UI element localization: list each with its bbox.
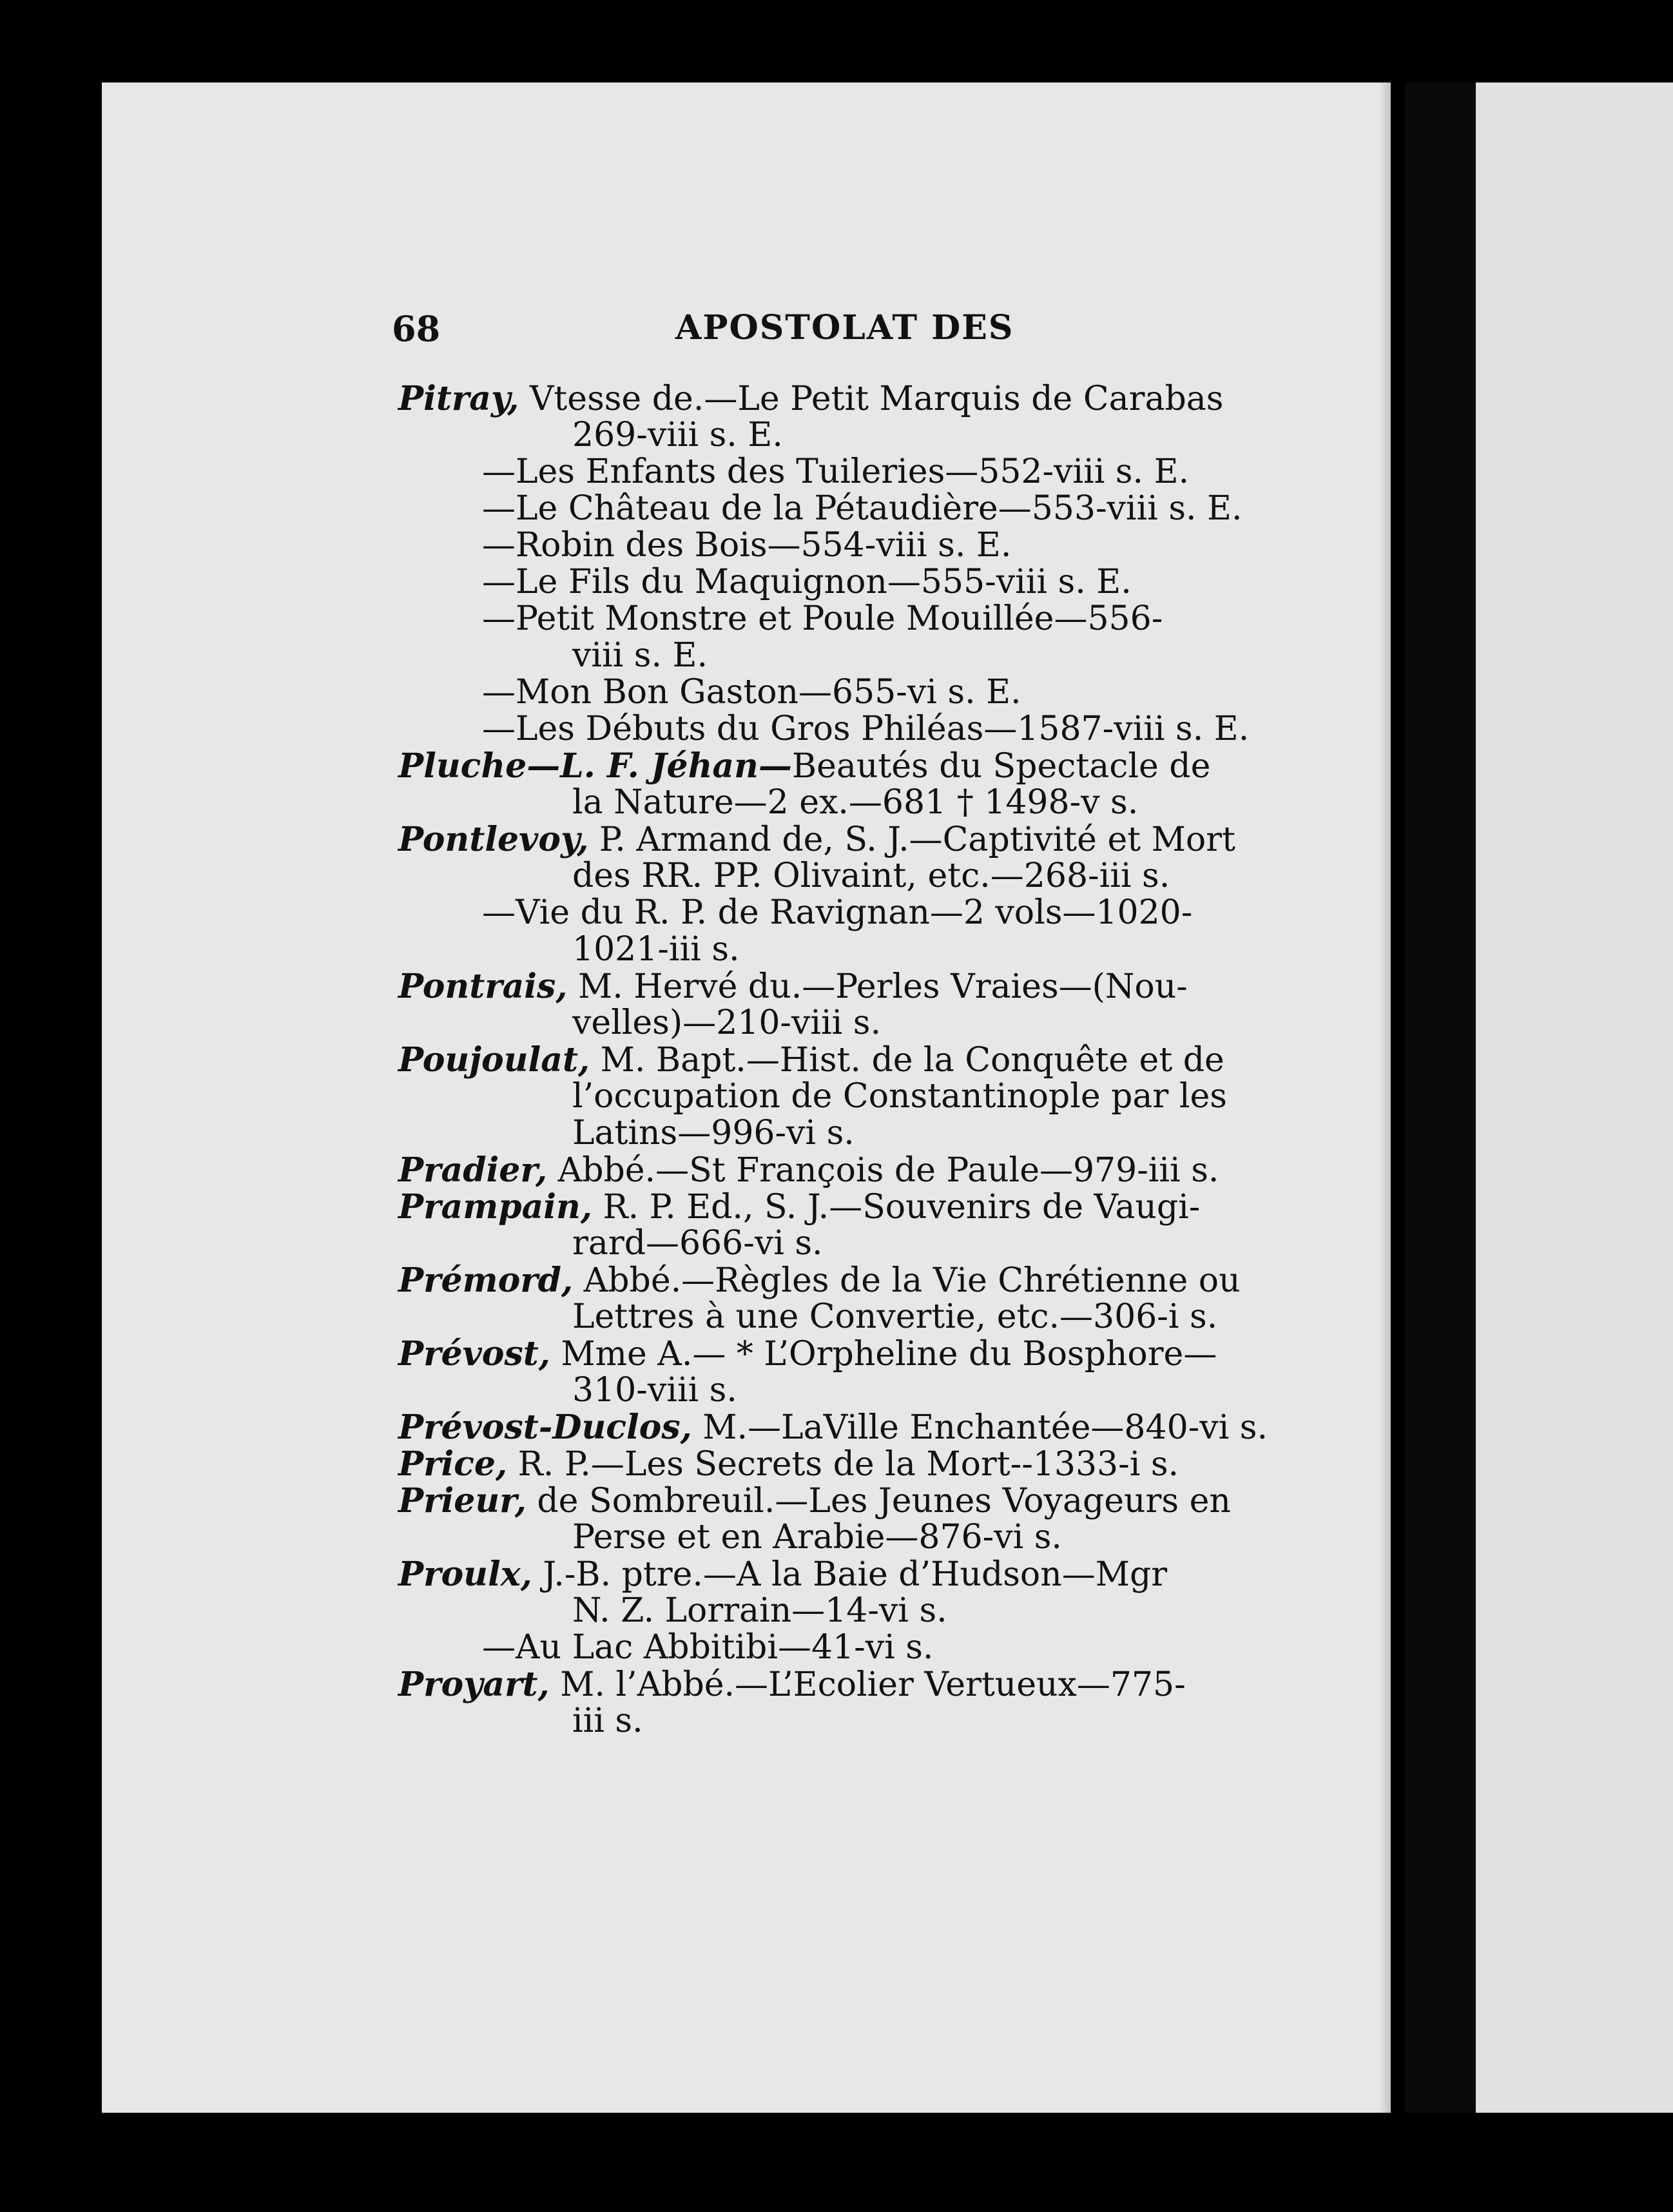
entry-line bbox=[392, 1005, 1346, 1042]
entry-text: viii s. E. bbox=[572, 636, 708, 675]
author-name: Proulx, bbox=[398, 1555, 532, 1594]
entry-line bbox=[392, 858, 1346, 895]
author-name: Poujoulat, bbox=[398, 1040, 590, 1080]
entry-line bbox=[392, 1446, 1346, 1482]
entry-text: Abbé.—St François de Paule—979-iii s. bbox=[547, 1151, 1219, 1190]
bibliography-list bbox=[392, 380, 1346, 1740]
entry-text: R. P.—Les Secrets de la Mort--1333-i s. bbox=[507, 1445, 1179, 1484]
entry-line bbox=[392, 601, 1346, 637]
author-name: Pradier, bbox=[398, 1150, 548, 1190]
entry-line bbox=[392, 417, 1346, 454]
entry-text: Latins—996-vi s. bbox=[572, 1114, 855, 1152]
entry-line bbox=[392, 784, 1346, 821]
entry-text: 1021-iii s. bbox=[572, 930, 740, 969]
author-name: Proyart, bbox=[398, 1665, 550, 1704]
entry-text: Vtesse de.—Le Petit Marquis de Carabas bbox=[519, 380, 1224, 418]
author-name: Prévost, bbox=[398, 1334, 550, 1373]
entry-line bbox=[392, 1629, 1346, 1666]
entry-text: rard—666-vi s. bbox=[572, 1224, 823, 1263]
page-header bbox=[392, 308, 1359, 353]
entry-text: —Le Château de la Pétaudière—553-viii s. E. bbox=[482, 489, 1243, 528]
entry-text: —Le Fils du Maquignon—555-viii s. E. bbox=[482, 563, 1132, 601]
facing-page bbox=[1476, 82, 1673, 2113]
entry-line bbox=[392, 454, 1346, 490]
entry-line bbox=[392, 821, 1346, 858]
entry-text: M.—LaVille Enchantée—840-vi s. bbox=[691, 1408, 1268, 1447]
entry-line bbox=[392, 1409, 1346, 1446]
author-name: Pontrais, bbox=[398, 967, 568, 1006]
entry-line bbox=[392, 968, 1346, 1005]
author-name: Pitray, bbox=[398, 379, 519, 418]
entry-line bbox=[392, 1703, 1346, 1740]
entry-line bbox=[392, 931, 1346, 968]
entry-text: —Les Débuts du Gros Philéas—1587-viii s. E. bbox=[482, 710, 1250, 748]
page-number: 68 bbox=[392, 308, 441, 349]
entry-line bbox=[392, 637, 1346, 674]
entry-line bbox=[392, 895, 1346, 931]
entry-text: la Nature—2 ex.—681 † 1498-v s. bbox=[572, 783, 1139, 822]
entry-text: Mme A.— * L’Orpheline du Bosphore— bbox=[550, 1335, 1217, 1373]
entry-text: P. Armand de, S. J.—Captivité et Mort bbox=[588, 820, 1235, 859]
entry-line bbox=[392, 1262, 1346, 1299]
entry-text: iii s. bbox=[572, 1702, 643, 1740]
entry-line bbox=[392, 564, 1346, 601]
entry-line bbox=[392, 674, 1346, 711]
entry-line bbox=[392, 527, 1346, 564]
author-name: Prampain, bbox=[398, 1187, 592, 1227]
running-title: APOSTOLAT DES bbox=[675, 308, 1014, 347]
author-name: Price, bbox=[398, 1444, 508, 1484]
entry-text: velles)—210-viii s. bbox=[572, 1004, 881, 1042]
entry-text: de Sombreuil.—Les Jeunes Voyageurs en bbox=[526, 1482, 1231, 1520]
entry-line bbox=[392, 1335, 1346, 1372]
entry-line bbox=[392, 1152, 1346, 1188]
entry-line bbox=[392, 711, 1346, 748]
entry-text: —Les Enfants des Tuileries—552-viii s. E. bbox=[482, 452, 1190, 491]
entry-text: J.-B. ptre.—A la Baie d’Hudson—Mgr bbox=[532, 1555, 1168, 1594]
entry-text: M. Hervé du.—Perles Vraies—(Nou- bbox=[567, 967, 1188, 1006]
entry-text: R. P. Ed., S. J.—Souvenirs de Vaugi- bbox=[592, 1188, 1201, 1227]
entry-text: des RR. PP. Olivaint, etc.—268-iii s. bbox=[572, 857, 1170, 895]
entry-text: 269-viii s. E. bbox=[572, 416, 783, 454]
page-edge-shadow bbox=[1379, 82, 1405, 2113]
entry-text: —Petit Monstre et Poule Mouillée—556- bbox=[482, 599, 1163, 638]
author-name: Prévost-Duclos, bbox=[398, 1408, 692, 1447]
entry-line bbox=[392, 380, 1346, 417]
entry-text: Beautés du Spectacle de bbox=[791, 747, 1211, 786]
entry-line bbox=[392, 1225, 1346, 1262]
entry-text: l’occupation de Constantinople par les bbox=[572, 1077, 1227, 1116]
entry-line bbox=[392, 1078, 1346, 1115]
entry-text: —Mon Bon Gaston—655-vi s. E. bbox=[482, 673, 1021, 712]
entry-line bbox=[392, 1593, 1346, 1629]
entry-line bbox=[392, 1519, 1346, 1556]
entry-line bbox=[392, 490, 1346, 527]
entry-line bbox=[392, 1115, 1346, 1152]
entry-line bbox=[392, 1372, 1346, 1409]
entry-text: M. l’Abbé.—L’Ecolier Vertueux—775- bbox=[549, 1665, 1186, 1704]
author-name: Pontlevoy, bbox=[398, 820, 589, 859]
entry-text: —Vie du R. P. de Ravignan—2 vols—1020- bbox=[482, 893, 1193, 932]
entry-text: M. Bapt.—Hist. de la Conquête et de bbox=[590, 1041, 1224, 1080]
author-name: Prémord, bbox=[398, 1261, 574, 1300]
entry-line bbox=[392, 1188, 1346, 1225]
entry-text: Lettres à une Convertie, etc.—306-i s. bbox=[572, 1297, 1218, 1336]
entry-line bbox=[392, 748, 1346, 784]
entry-text: Perse et en Arabie—876-vi s. bbox=[572, 1518, 1062, 1557]
entry-line bbox=[392, 1299, 1346, 1335]
author-name: Prieur, bbox=[398, 1481, 527, 1520]
entry-text: N. Z. Lorrain—14-vi s. bbox=[572, 1591, 947, 1630]
entry-text: —Au Lac Abbitibi—41-vi s. bbox=[482, 1628, 934, 1667]
entry-line bbox=[392, 1482, 1346, 1519]
entry-text: —Robin des Bois—554-viii s. E. bbox=[482, 526, 1012, 565]
entry-text: Abbé.—Règles de la Vie Chrétienne ou bbox=[573, 1261, 1241, 1300]
entry-line bbox=[392, 1042, 1346, 1078]
entry-line bbox=[392, 1556, 1346, 1593]
entry-line bbox=[392, 1666, 1346, 1703]
author-name: Pluche—L. F. Jéhan— bbox=[398, 746, 792, 786]
page-gutter bbox=[1405, 82, 1476, 2113]
entry-text: 310-viii s. bbox=[572, 1371, 737, 1410]
